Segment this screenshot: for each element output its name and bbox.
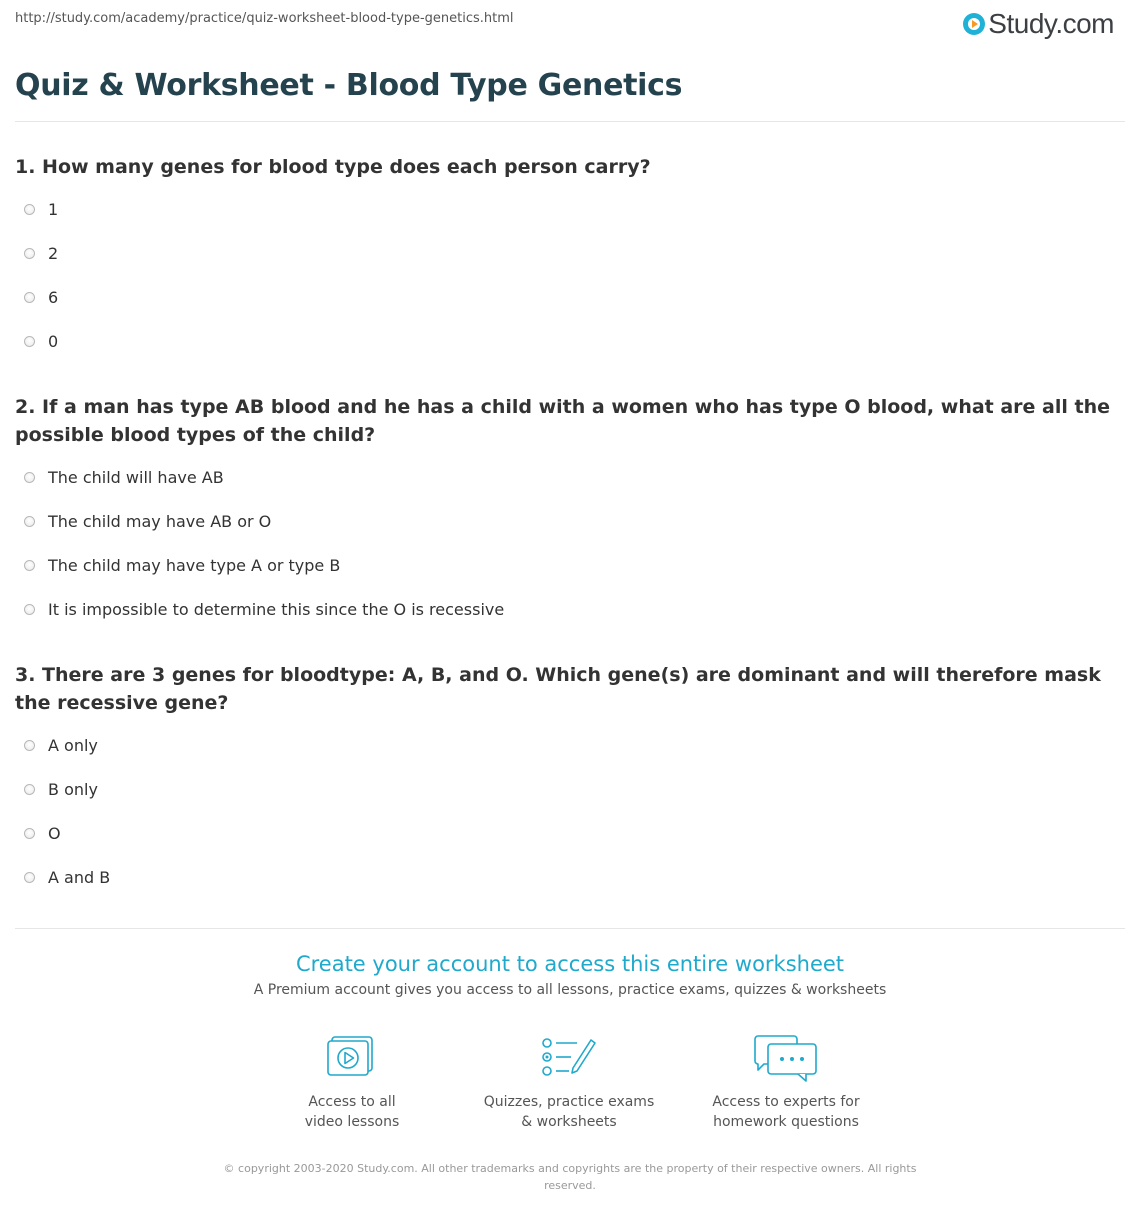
question-2: 2. If a man has type AB blood and he has a child with a women who has type O blood, what are all the possible blood types of the child? [15, 396, 1111, 446]
option-label: A and B [48, 867, 111, 887]
expert-chat-icon [754, 1034, 818, 1084]
feature-label-line: Access to all [308, 1094, 396, 1110]
copyright-line: © copyright 2003-2020 Study.com. All other trademarks and copyrights are the property of their respective owners. All rights [223, 1162, 917, 1175]
radio-button[interactable] [24, 516, 35, 527]
question-2-option-2[interactable] [24, 511, 271, 531]
feature-video-lessons [252, 1034, 452, 1132]
feature-label-line: Quizzes, practice exams [483, 1094, 655, 1110]
premium-description: A Premium account gives you access to all lessons, practice exams, quizzes & worksheets [253, 982, 887, 998]
option-label: 6 [48, 287, 59, 307]
radio-button[interactable] [24, 604, 35, 615]
copyright-line: reserved. [544, 1179, 596, 1192]
radio-button[interactable] [24, 292, 35, 303]
question-3-option-4[interactable] [24, 867, 110, 887]
option-label: The child may have type A or type B [48, 555, 341, 575]
page-url: http://study.com/academy/practice/quiz-worksheet-blood-type-genetics.html [15, 11, 514, 26]
study-logo-play-icon [963, 13, 985, 35]
feature-label-line: Access to experts for [712, 1094, 860, 1110]
study-logo-text: Study.com [988, 8, 1114, 39]
feature-experts [686, 1034, 886, 1132]
radio-button[interactable] [24, 472, 35, 483]
create-account-link[interactable]: Create your account to access this entire worksheet [295, 952, 845, 976]
option-label: B only [48, 779, 98, 799]
feature-quizzes [469, 1034, 669, 1132]
quizzes-checklist-icon [541, 1034, 597, 1080]
question-2-option-4[interactable] [24, 599, 504, 619]
radio-button[interactable] [24, 872, 35, 883]
copyright-footer [215, 1160, 925, 1194]
option-label: It is impossible to determine this since the O is recessive [48, 599, 505, 619]
feature-label-line: video lessons [304, 1114, 400, 1130]
option-label: The child will have AB [48, 467, 224, 487]
question-2-option-1[interactable] [24, 467, 224, 487]
radio-button[interactable] [24, 248, 35, 259]
option-label: O [48, 823, 61, 843]
radio-button[interactable] [24, 740, 35, 751]
radio-button[interactable] [24, 784, 35, 795]
title-divider [15, 121, 1125, 122]
question-1-option-2[interactable] [24, 243, 58, 263]
option-label: A only [48, 735, 98, 755]
option-label: 0 [48, 331, 59, 351]
radio-button[interactable] [24, 560, 35, 571]
radio-button[interactable] [24, 204, 35, 215]
feature-label-line: homework questions [713, 1114, 859, 1130]
question-3: 3. There are 3 genes for bloodtype: A, B, and O. Which gene(s) are dominant and will therefore mask the recessive gene? [15, 664, 1101, 714]
question-3-option-1[interactable] [24, 735, 98, 755]
option-label: 2 [48, 243, 59, 263]
question-2-option-3[interactable] [24, 555, 340, 575]
question-3-option-2[interactable] [24, 779, 98, 799]
question-1-option-1[interactable] [24, 199, 58, 219]
question-1-option-3[interactable] [24, 287, 58, 307]
radio-button[interactable] [24, 828, 35, 839]
option-label: The child may have AB or O [48, 511, 272, 531]
question-3-option-3[interactable] [24, 823, 61, 843]
question-1-option-4[interactable] [24, 331, 58, 351]
study-logo[interactable] [963, 6, 1114, 42]
option-label: 1 [48, 199, 59, 219]
feature-label-line: & worksheets [521, 1114, 617, 1130]
page-title: Quiz & Worksheet - Blood Type Genetics [15, 68, 683, 103]
cta-divider [15, 928, 1125, 929]
video-lessons-icon [326, 1034, 378, 1080]
radio-button[interactable] [24, 336, 35, 347]
question-1: 1. How many genes for blood type does each person carry? [15, 156, 651, 178]
